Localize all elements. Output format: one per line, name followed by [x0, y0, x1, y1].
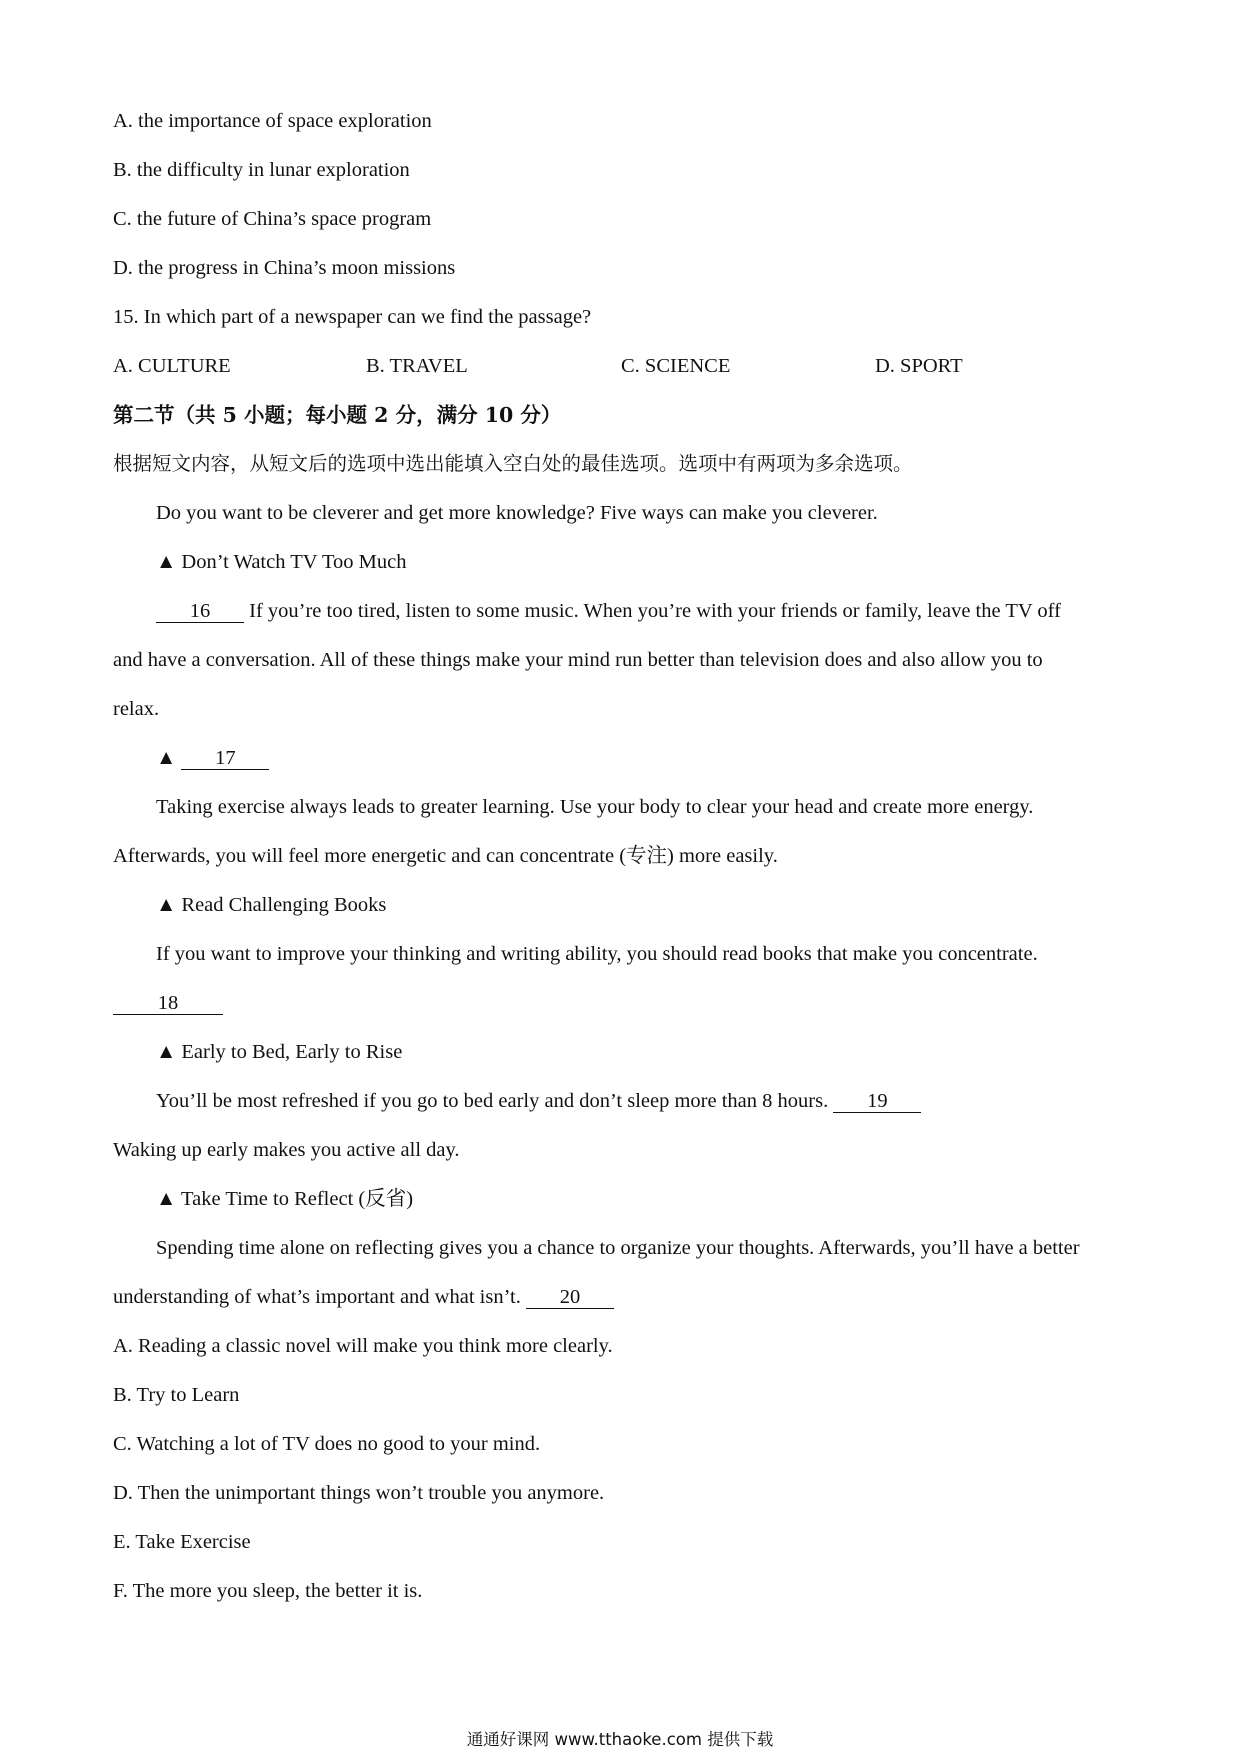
q14-option-b: B. the difficulty in lunar exploration — [113, 159, 410, 181]
q15-stem: 15. In which part of a newspaper can we find the passage? — [113, 306, 592, 328]
passage-intro: Do you want to be cleverer and get more knowledge? Five ways can make you cleverer. — [156, 502, 878, 524]
answer-option-e: E. Take Exercise — [113, 1531, 251, 1553]
q14-option-a: A. the importance of space exploration — [113, 110, 432, 132]
q14-option-c: C. the future of China’s space program — [113, 208, 432, 230]
q14-option-d: D. the progress in China’s moon missions — [113, 257, 456, 279]
passage-paragraph-5-line-2 — [113, 1284, 614, 1310]
passage-paragraph-1-line-3: relax. — [113, 698, 160, 720]
paragraph-5-text: understanding of what’s important and what isn’t. — [113, 1286, 526, 1308]
triangle-marker: ▲ — [156, 747, 182, 769]
q15-option-c: C. SCIENCE — [621, 355, 731, 377]
blank-18[interactable]: 18 — [113, 992, 223, 1015]
passage-heading-4: ▲ Early to Bed, Early to Rise — [156, 1041, 403, 1063]
section-heading: 第二节（共 5 小题；每小题 2 分，满分 10 分） — [113, 403, 562, 427]
passage-paragraph-3-line-1: If you want to improve your thinking and writing ability, you should read books that make you concentrate. — [156, 943, 1038, 965]
passage-paragraph-1-line-1 — [156, 598, 1061, 624]
passage-paragraph-2-line-1: Taking exercise always leads to greater learning. Use your body to clear your head and create more energy. — [156, 796, 1034, 818]
answer-option-f: F. The more you sleep, the better it is. — [113, 1580, 423, 1602]
answer-option-c: C. Watching a lot of TV does no good to your mind. — [113, 1433, 541, 1455]
passage-heading-1: ▲ Don’t Watch TV Too Much — [156, 551, 407, 573]
answer-option-b: B. Try to Learn — [113, 1384, 240, 1406]
passage-heading-5: ▲ Take Time to Reflect (反省) — [156, 1188, 414, 1210]
q15-option-b: B. TRAVEL — [366, 355, 468, 377]
section-instructions: 根据短文内容，从短文后的选项中选出能填入空白处的最佳选项。选项中有两项为多余选项。 — [113, 452, 913, 475]
passage-paragraph-5-line-1: Spending time alone on reflecting gives you a chance to organize your thoughts. Afterwards, you’ll have a better — [156, 1237, 1080, 1259]
q15-option-d: D. SPORT — [875, 355, 963, 377]
passage-heading-2 — [156, 745, 269, 771]
passage-paragraph-4-line-1 — [156, 1088, 921, 1114]
blank-19[interactable]: 19 — [833, 1090, 921, 1113]
blank-16[interactable]: 16 — [156, 600, 244, 623]
answer-option-a: A. Reading a classic novel will make you think more clearly. — [113, 1335, 613, 1357]
passage-paragraph-2-line-2: Afterwards, you will feel more energetic and can concentrate (专注) more easily. — [113, 845, 778, 867]
page-footer: 通通好课网 www.tthaoke.com 提供下载 — [466, 1730, 774, 1749]
paragraph-1-text: If you’re too tired, listen to some music. When you’re with your friends or family, leave the TV off — [244, 600, 1061, 622]
q15-option-a: A. CULTURE — [113, 355, 231, 377]
answer-option-d: D. Then the unimportant things won’t trouble you anymore. — [113, 1482, 605, 1504]
passage-paragraph-1-line-2: and have a conversation. All of these things make your mind run better than television does and also allow you to — [113, 649, 1043, 671]
passage-heading-3: ▲ Read Challenging Books — [156, 894, 387, 916]
passage-paragraph-4-line-2: Waking up early makes you active all day. — [113, 1139, 460, 1161]
paragraph-4-text: You’ll be most refreshed if you go to bed early and don’t sleep more than 8 hours. — [156, 1090, 834, 1112]
q15-options — [113, 353, 1113, 379]
blank-17[interactable]: 17 — [181, 747, 269, 770]
blank-20[interactable]: 20 — [526, 1286, 614, 1309]
passage-paragraph-3-line-2 — [113, 990, 223, 1016]
